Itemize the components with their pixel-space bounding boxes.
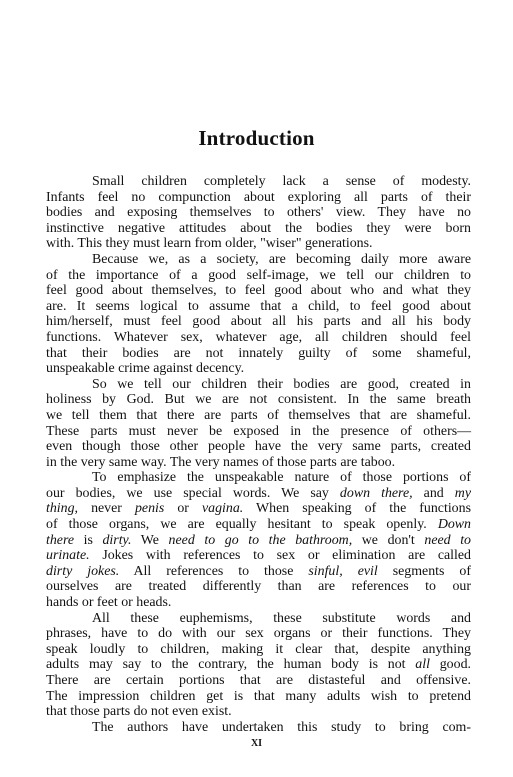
page-number: XI — [250, 738, 263, 749]
text-segment: bodies and exposing themselves to others' view. They have no — [46, 205, 471, 221]
italic-text: sinful, evil — [308, 563, 378, 579]
text-segment: is — [74, 532, 103, 548]
text-line — [46, 330, 471, 346]
text-segment: hands or feet or heads. — [46, 595, 172, 611]
body-text — [46, 174, 471, 735]
text-segment: When speaking of the functions — [243, 501, 471, 517]
italic-text: Down — [437, 517, 471, 533]
text-segment: our bodies, we use special words. We say — [46, 485, 340, 501]
paragraph — [46, 377, 471, 471]
paragraph — [46, 470, 471, 610]
text-segment: Jokes with references to sex or elimination are called — [89, 548, 471, 564]
text-segment: All references to those — [119, 563, 309, 579]
italic-text: penis — [134, 501, 165, 517]
italic-text: dirty jokes. — [46, 563, 120, 579]
text-segment: are. It seems logical to assume that a child, to feel good about — [46, 298, 471, 314]
italic-text: vagina. — [201, 501, 244, 517]
text-segment: The authors have undertaken this study to bring com- — [92, 719, 471, 735]
text-line — [46, 517, 471, 533]
text-line — [46, 564, 471, 580]
text-segment: adults may say to the contrary, the human body is not — [46, 657, 416, 673]
text-line — [46, 314, 471, 330]
text-line — [46, 408, 471, 424]
text-segment: ourselves are treated differently than are references to our — [46, 579, 471, 595]
text-line — [46, 205, 471, 221]
text-segment: speak loudly to children, making it clear that, despite anything — [46, 641, 471, 657]
text-segment: segments of — [377, 563, 471, 579]
text-segment: So we tell our children their bodies are good, created in — [92, 376, 471, 392]
text-segment: These parts must never be exposed in the presence of others— — [46, 423, 471, 439]
text-line — [46, 236, 471, 252]
text-segment: good. — [429, 657, 471, 673]
text-segment: or — [164, 501, 202, 517]
italic-text: thing, — [46, 501, 79, 517]
text-line — [46, 626, 471, 642]
text-segment: phrases, have to do with our sex organs or their functions. They — [46, 626, 471, 642]
italic-text: need to — [424, 532, 471, 548]
text-segment: we don't — [352, 532, 425, 548]
italic-text: all — [415, 657, 430, 673]
italic-text: there — [46, 532, 75, 548]
text-line — [46, 673, 471, 689]
text-line — [46, 455, 471, 471]
text-line — [46, 720, 471, 736]
text-line — [46, 642, 471, 658]
text-line — [46, 190, 471, 206]
text-line — [46, 486, 471, 502]
text-line — [46, 595, 471, 611]
text-line — [46, 533, 471, 549]
italic-text: dirty. — [102, 532, 132, 548]
text-segment: The impression children get is that many adults wish to pretend — [46, 688, 471, 704]
text-line — [46, 361, 471, 377]
text-line — [46, 174, 471, 190]
text-line — [46, 377, 471, 393]
text-line — [46, 704, 471, 720]
italic-text: urinate. — [46, 548, 90, 564]
text-line — [46, 283, 471, 299]
text-line — [46, 548, 471, 564]
text-line — [46, 439, 471, 455]
text-line — [46, 657, 471, 673]
text-segment: that those parts do not even exist. — [46, 704, 232, 720]
text-line — [46, 221, 471, 237]
text-segment: never — [78, 501, 135, 517]
text-line — [46, 611, 471, 627]
text-line — [46, 424, 471, 440]
text-segment: and — [412, 485, 455, 501]
paragraph — [46, 611, 471, 720]
text-line — [46, 579, 471, 595]
text-segment: in the very same way. The very names of those parts are taboo. — [46, 454, 396, 470]
text-segment: even though those other people have the very same parts, created — [46, 439, 471, 455]
text-segment: of the importance of a good self-image, we tell our children to — [46, 267, 471, 283]
text-line — [46, 346, 471, 362]
text-line — [46, 299, 471, 315]
text-segment: that their bodies are not innately guilty of some shameful, — [46, 345, 471, 361]
italic-text: down there, — [339, 485, 413, 501]
text-line — [46, 501, 471, 517]
text-segment: There are certain portions that are distasteful and offensive. — [46, 673, 471, 688]
text-segment: functions. Whatever sex, whatever age, all children should feel — [46, 329, 471, 345]
text-segment: We — [131, 532, 169, 548]
italic-text: need to go to the bathroom, — [168, 532, 353, 548]
text-segment: Small children completely lack a sense of modesty. — [92, 174, 471, 189]
text-segment: feel good about themselves, to feel good about who and what they — [46, 283, 471, 299]
text-segment: of those organs, we are equally hesitant to speak openly. — [46, 517, 438, 533]
text-line — [46, 252, 471, 268]
text-segment: Because we, as a society, are becoming daily more aware — [92, 251, 471, 267]
text-segment: All these euphemisms, these substitute words and — [92, 610, 471, 626]
text-segment: him/herself, must feel good about all his parts and all his body — [46, 314, 471, 330]
text-line — [46, 392, 471, 408]
paragraph — [46, 252, 471, 377]
paragraph — [46, 720, 471, 736]
chapter-title: Introduction — [198, 126, 315, 150]
text-line — [46, 470, 471, 486]
paragraph — [46, 174, 471, 252]
text-segment: we tell them that there are parts of themselves that are shameful. — [46, 407, 471, 423]
text-line — [46, 689, 471, 705]
text-segment: unspeakable crime against decency. — [46, 361, 245, 377]
italic-text: my — [454, 485, 471, 501]
text-segment: with. This they must learn from older, "wiser" generations. — [46, 236, 373, 252]
text-segment: holiness by God. But we are not consistent. In the same breath — [46, 392, 471, 408]
text-segment: Infants feel no compunction about exploring all parts of their — [46, 189, 471, 205]
text-line — [46, 268, 471, 284]
text-segment: To emphasize the unspeakable nature of those portions of — [92, 470, 471, 486]
text-segment: instinctive negative attitudes about the bodies they were born — [46, 220, 471, 236]
